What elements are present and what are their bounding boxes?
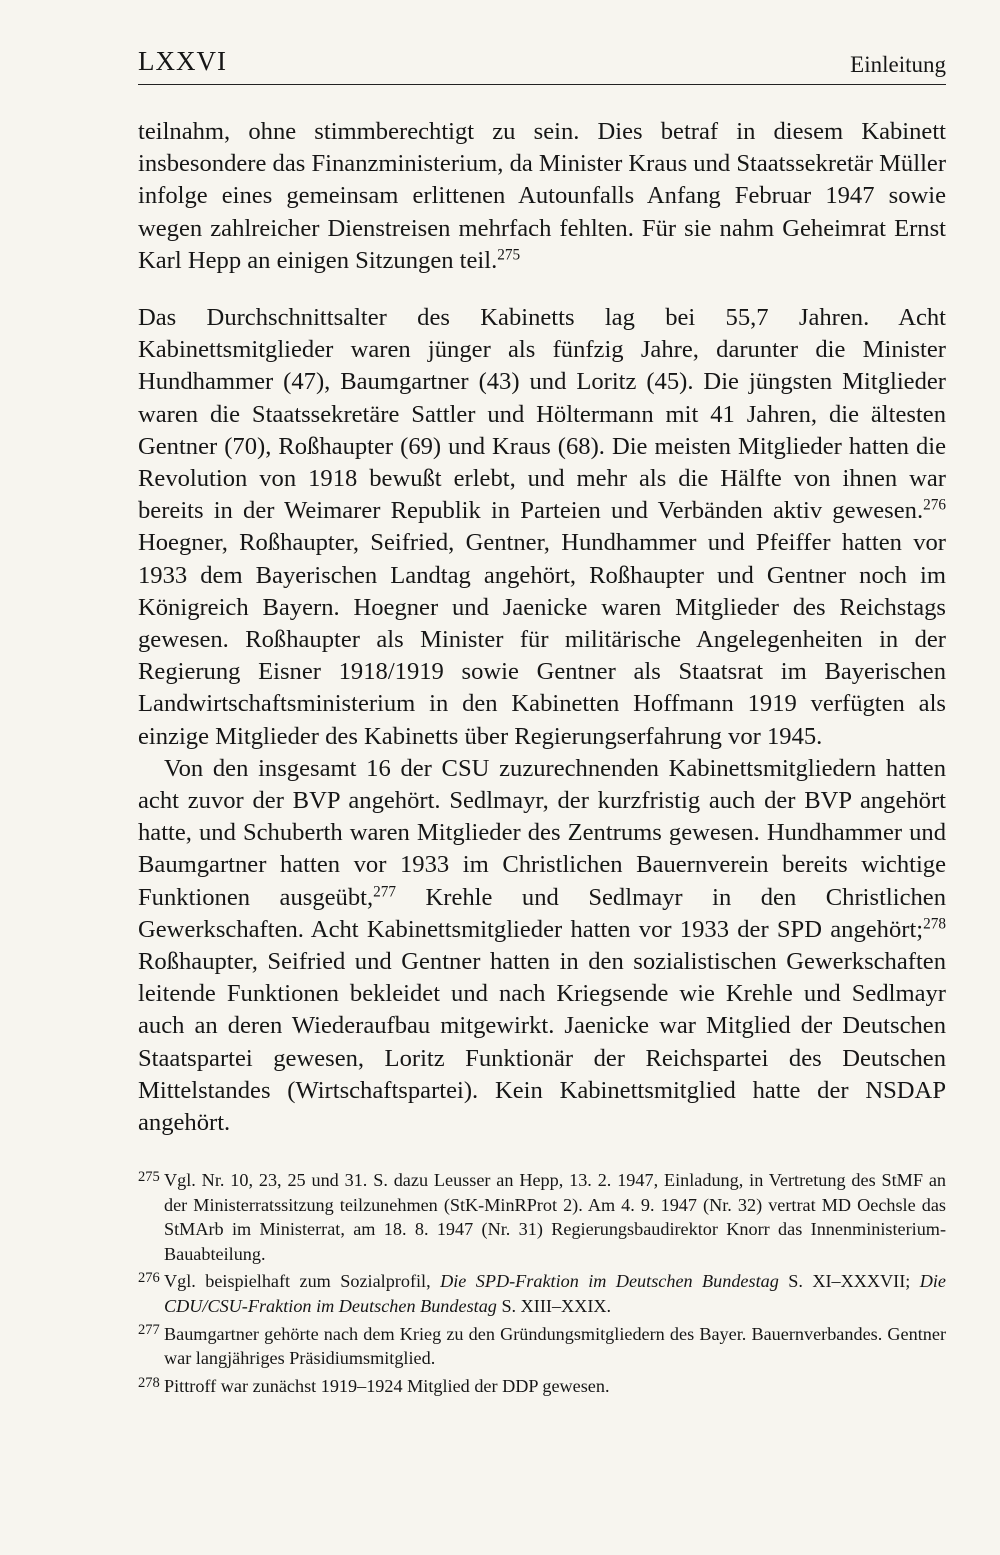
paragraph xyxy=(138,753,946,1139)
running-header xyxy=(138,46,946,85)
text-run: Das Durchschnittsalter des Kabinetts lag bei 55,7 Jahren. Acht Kabinettsmitglieder waren jünger als fünfzig Jahre, darunter die Minister Hundhammer (47), Baumgartner (43) und Loritz (45). Die jüngsten Mitglieder waren die Staatssekretäre Sattler und Höltermann mit 41 Jahren, die ältesten Gentner (70), Roßhaupter (69) und Kraus (68). Die meisten Mitglieder hatten die Revolution von 1918 bewußt erlebt, und mehr als die Hälfte von ihnen war bereits in der Weimarer Republik in Parteien und Verbänden aktiv gewesen. xyxy=(138,304,946,525)
footnote-277: 277 Baumgartner gehörte nach dem Krieg zu den Gründungsmitgliedern des Bayer. Bauernverbandes. Gentner war langjähriges Präsidiumsmitglied. xyxy=(138,1322,946,1369)
paragraph xyxy=(138,116,946,277)
footnotes xyxy=(138,1168,946,1401)
paragraph xyxy=(138,302,946,753)
text-run: S. XIII–XXIX. xyxy=(496,1295,612,1316)
text-run: Vgl. beispielhaft zum Sozialprofil, xyxy=(164,1271,441,1292)
text-run: Roßhaupter, Seifried und Gentner hatten in den sozialistischen Gewerkschaften leitende Funktionen bekleidet und nach Kriegsende wie Krehle und Sedlmayr auch an deren Wiederaufbau mitgewirkt. Jaenicke war Mitglied der Deutschen Staatspartei gewesen, Loritz Funktionär der Reichspartei des Deutschen Mittelstandes (Wirtschaftspartei). Kein Kabinettsmitglied hatte der NSDAP angehört. xyxy=(138,948,946,1137)
text-run: Vgl. Nr. 10, 23, 25 und 31. S. dazu Leusser an Hepp, 13. 2. 1947, Einladung, in Vertretung des StMF an der Ministerratssitzung teilzunehmen (StK-MinRProt 2). Am 4. 9. 1947 (Nr. 32) vertrat MD Oechsle das StMArb im Ministerrat, am 18. 8. 1947 (Nr. 31) Regierungsbaudirektor Knorr das Innenministerium-Bauabteilung. xyxy=(164,1170,946,1264)
footnote-reference[interactable]: 275 xyxy=(497,246,521,264)
footnote-reference[interactable]: 278 xyxy=(923,915,946,933)
text-run: Krehle und Sedlmayr in den Christlichen Gewerkschaften. Acht Kabinettsmitglieder hatten vor 1933 der SPD angehört; xyxy=(138,883,946,943)
footnote-reference[interactable]: 277 xyxy=(373,883,396,901)
footnote-278: 278 Pittroff war zunächst 1919–1924 Mitglied der DDP gewesen. xyxy=(138,1374,610,1396)
text-run: teilnahm, ohne stimmberechtigt zu sein. Dies betraf in diesem Kabinett insbesondere das Finanzministerium, da Minister Kraus und Staatssekretär Müller infolge eines gemeinsam erlittenen Autounfalls Anfang Februar 1947 sowie wegen zahlreicher Dienstreisen mehrfach fehlten. Für sie nahm Geheimrat Ernst Karl Hepp an einigen Sitzungen teil. xyxy=(138,118,947,274)
text-run: Pittroff war zunächst 1919–1924 Mitglied der DDP gewesen. xyxy=(164,1375,610,1396)
page-number: LXXVI xyxy=(138,46,227,76)
text-run: S. XI–XXXVII; xyxy=(778,1271,920,1292)
section-title: Einleitung xyxy=(850,52,946,77)
text-run: Von den insgesamt 16 der CSU zuzurechnenden Kabinettsmitgliedern hatten acht zuvor der BVP angehört. Sedlmayr, der kurzfristig auch der BVP angehört hatte, und Schuberth waren Mitglieder des Zentrums gewesen. Hundhammer und Baumgartner hatten vor 1933 im Christlichen Bauernverein bereits wichtige Funktionen ausgeübt, xyxy=(138,754,946,911)
text-run: Hoegner, Roßhaupter, Seifried, Gentner, Hundhammer und Pfeiffer hatten vor 1933 dem Bayerischen Landtag angehört, Roßhaupter und Gentner noch im Königreich Bayern. Hoegner und Jaenicke waren Mitglieder des Reichstags gewesen. Roßhaupter als Minister für militärische Angelegenheiten in der Regierung Eisner 1918/1919 sowie Gentner als Staatsrat im Bayerischen Landwirtschaftsministerium in den Kabinetten Hoffmann 1919 verfügten als einzige Mitglieder des Kabinetts über Regierungserfahrung vor 1945. xyxy=(138,529,946,750)
footnote-275: 275 Vgl. Nr. 10, 23, 25 und 31. S. dazu Leusser an Hepp, 13. 2. 1947, Einladung, in Vertretung des StMF an der Ministerratssitzung teilzunehmen (StK-MinRProt 2). Am 4. 9. 1947 (Nr. 32) vertrat MD Oechsle das StMArb im Ministerrat, am 18. 8. 1947 (Nr. 31) Regierungsbaudirektor Knorr das Innenministerium-Bauabteilung. xyxy=(138,1168,946,1264)
body-text xyxy=(138,116,946,1139)
footnote-reference[interactable]: 276 xyxy=(923,496,946,514)
footnote-276: 276 Vgl. beispielhaft zum Sozialprofil, Die SPD-Fraktion im Deutschen Bundestag S. XI–XXXVII; Die CDU/CSU-Fraktion im Deutschen Bundestag S. XIII–XXIX. xyxy=(138,1270,946,1316)
text-run: Baumgartner gehörte nach dem Krieg zu den Gründungsmitgliedern des Bayer. Bauernverbandes. Gentner war langjähriges Präsidiumsmitglied. xyxy=(164,1323,946,1369)
italic-title: Die CDU/CSU-Fraktion im Deutschen Bundestag xyxy=(164,1271,946,1316)
italic-title: Die SPD-Fraktion im Deutschen Bundestag xyxy=(440,1271,779,1292)
